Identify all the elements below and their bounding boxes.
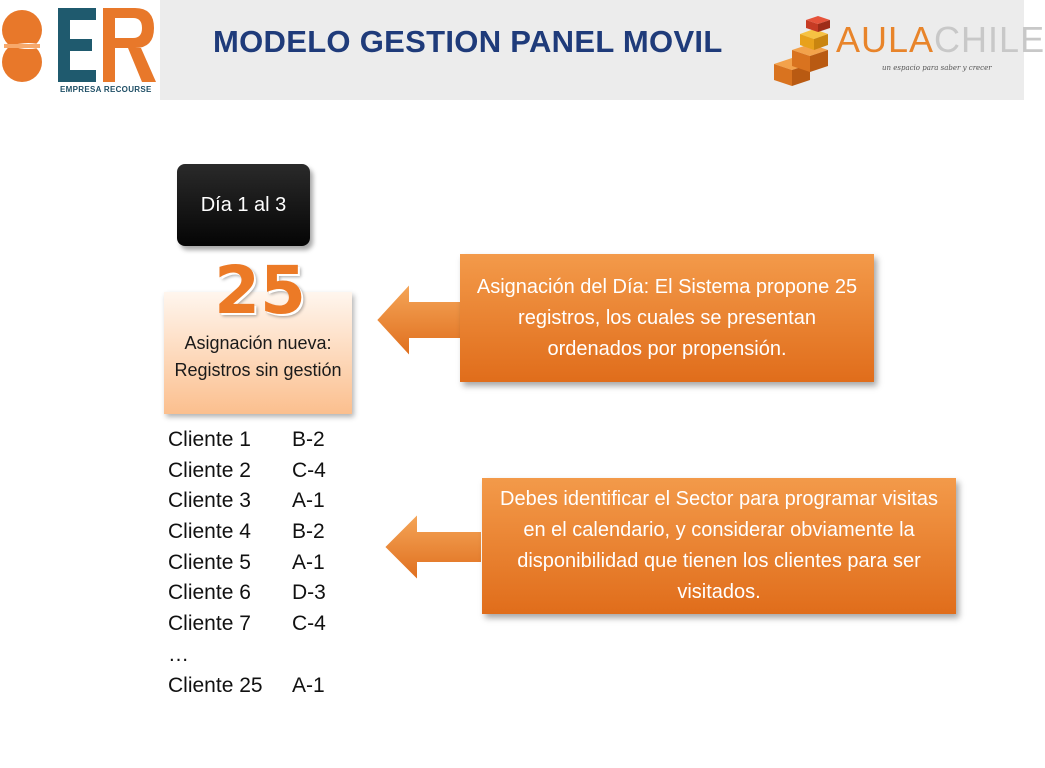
client-name: …: [168, 642, 189, 666]
arrow-left-icon: [374, 271, 464, 369]
day-range-badge: Día 1 al 3: [177, 164, 310, 246]
aulachile-logo: [770, 10, 1045, 90]
aulachile-word-aula: AULA: [836, 19, 935, 60]
client-name: Cliente 3: [168, 489, 251, 513]
client-sector: A-1: [292, 550, 325, 574]
client-name: Cliente 5: [168, 550, 251, 574]
callout-sector-instructions: Debes identificar el Sector para programar visitas en el calendario, y considerar obviamente la disponibilidad que tienen los clientes para ser visitados.: [482, 478, 956, 614]
client-name: Cliente 4: [168, 520, 251, 544]
aulachile-tagline: un espacio para saber y crecer: [882, 64, 992, 72]
client-name: Cliente 25: [168, 673, 263, 697]
client-name: Cliente 7: [168, 612, 251, 636]
header-band: [0, 0, 1045, 100]
er-logo: [0, 0, 160, 100]
client-sector: D-3: [292, 581, 326, 605]
aulachile-wordmark: [836, 19, 1045, 60]
client-sector: B-2: [292, 428, 325, 451]
client-name: Cliente 1: [168, 428, 251, 451]
arrow-left-icon: [382, 511, 484, 583]
client-sector: A-1: [292, 673, 325, 697]
client-sector: B-2: [292, 520, 325, 544]
client-sector: A-1: [292, 489, 325, 513]
client-sector: C-4: [292, 458, 326, 482]
callout-daily-assignment: Asignación del Día: El Sistema propone 25 registros, los cuales se presentan ordenados por propensión.: [460, 254, 874, 382]
client-name: Cliente 6: [168, 581, 251, 605]
page-title: MODELO GESTION PANEL MOVIL: [213, 24, 723, 59]
aulachile-word-chile: CHILE: [934, 19, 1045, 60]
client-sector: C-4: [292, 612, 326, 636]
client-name: Cliente 2: [168, 458, 251, 482]
er-logo-caption: EMPRESA RECOURSE: [60, 85, 152, 94]
stacked-blocks-icon: [770, 12, 836, 88]
assignment-count: 25: [214, 252, 306, 329]
new-assignment-label: Asignación nueva: Registros sin gestión: [174, 333, 342, 380]
